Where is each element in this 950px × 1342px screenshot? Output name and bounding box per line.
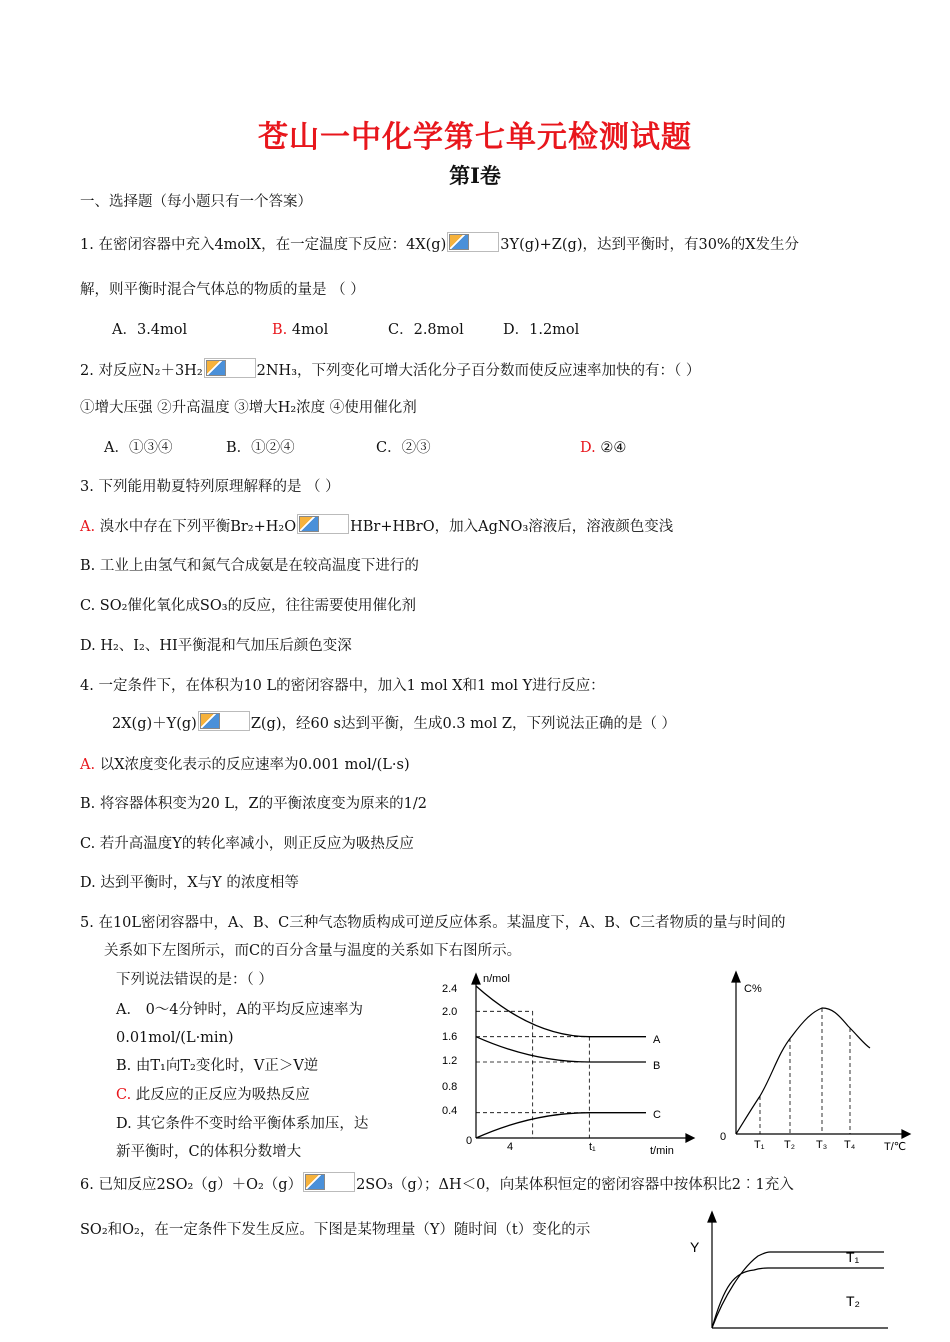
q3-option-d: D. H₂、I₂、HI平衡混和气加压后颜色变深	[80, 638, 352, 654]
q5-stem-2: 关系如下左图所示，而C的百分含量与温度的关系如下右图所示。	[104, 943, 522, 959]
q4-stem: 4. 一定条件下，在体积为10 L的密闭容器中，加入1 mol X和1 mol Y进行反应：	[80, 678, 605, 694]
q2-stem-a: 2. 对反应N₂＋3H₂	[80, 363, 203, 379]
answer-marker: D.	[580, 440, 596, 456]
q4-equation	[112, 711, 676, 734]
q2-stem-b: 2NH₃，下列变化可增大活化分子百分数而使反应速率加快的有：（ ）	[256, 363, 701, 379]
series-c-curve	[476, 1113, 646, 1138]
y-tick: 0	[466, 1135, 473, 1147]
page-title: 苍山一中化学第七单元检测试题	[258, 120, 692, 155]
y-tick: 1.6	[442, 1031, 458, 1043]
q1-option-c: C．2.8mol	[388, 322, 464, 338]
x-tick: t₁	[589, 1141, 596, 1153]
section-heading: 一、选择题（每小题只有一个答案）	[80, 194, 312, 210]
q4-eq-b: Z(g)，经60 s达到平衡，生成0.3 mol Z，下列说法正确的是（ ）	[250, 716, 677, 732]
x-tick: T₄	[844, 1139, 856, 1151]
y-tick: 2.0	[442, 1006, 458, 1018]
q3-option-a-text1: 溴水中存在下列平衡Br₂+H₂O	[99, 519, 297, 535]
q1-stem-b: 3Y(g)+Z(g)，达到平衡时，有30%的X发生分	[500, 237, 800, 253]
q3-option-b: B. 工业上由氢气和氮气合成氨是在较高温度下进行的	[80, 558, 419, 574]
q2-option-d-text: ②④	[600, 440, 627, 456]
q4-option-d: D. 达到平衡时，X与Y 的浓度相等	[80, 875, 299, 891]
q1-option-a: A．3.4mol	[112, 322, 188, 338]
series-label-c: C	[653, 1109, 661, 1121]
q1-stem-cont: 解，则平衡时混合气体总的物质的量是 （ ）	[80, 282, 365, 298]
t2-label: T₂	[846, 1293, 860, 1309]
q5-option-d-1: D. 其它条件不变时给平衡体系加压，达	[116, 1116, 369, 1132]
q1-option-b	[272, 320, 328, 340]
q2-option-b: B．①②④	[226, 440, 295, 456]
y-tick: 0.4	[442, 1105, 458, 1117]
q3-option-a	[80, 514, 673, 537]
q3-option-c: C. SO₂催化氧化成SO₃的反应，往往需要使用催化剂	[80, 598, 417, 614]
x-axis-label: T/℃	[884, 1141, 907, 1153]
q4-option-b: B. 将容器体积变为20 L，Z的平衡浓度变为原来的1/2	[80, 796, 427, 812]
q5-option-c	[116, 1085, 310, 1105]
q5-stem-1: 5. 在10L密闭容器中，A、B、C三种气态物质构成可逆反应体系。某温度下，A、B、C三者物质的量与时间的	[80, 915, 786, 931]
q4-option-a	[80, 755, 410, 775]
y-axis-label: C%	[744, 983, 762, 995]
q1-option-d: D．1.2mol	[503, 322, 580, 338]
equilibrium-arrow-icon	[204, 358, 256, 378]
q2-option-a: A．①③④	[104, 440, 173, 456]
y-axis-label: n/mol	[483, 973, 510, 985]
q6-stem-a: 6. 已知反应2SO₂（g）＋O₂（g）	[80, 1177, 303, 1193]
q4-eq-a: 2X(g)＋Y(g)	[112, 716, 197, 732]
x-axis-label: t/min	[650, 1145, 674, 1157]
series-a-curve	[476, 986, 646, 1037]
q1-option-b-text: 4mol	[291, 322, 329, 338]
q1-stem	[80, 232, 799, 255]
x-tick: T₃	[816, 1139, 828, 1151]
series-label-b: B	[653, 1060, 661, 1072]
percent-temperature-chart	[712, 968, 922, 1160]
y-arrow-icon	[472, 974, 480, 984]
answer-marker: B.	[272, 322, 288, 338]
q5-question: 下列说法错误的是：（ ）	[116, 972, 273, 988]
q6-stem	[80, 1172, 794, 1195]
y-time-chart	[684, 1210, 894, 1342]
q2-option-d	[580, 438, 626, 458]
page-subtitle: 第I卷	[449, 163, 501, 188]
y-tick: 2.4	[442, 983, 458, 995]
series-label-a: A	[653, 1034, 661, 1046]
q1-stem-a: 1. 在密闭容器中充入4molX，在一定温度下反应：4X(g)	[80, 237, 447, 253]
q4-option-a-text: 以X浓度变化表示的反应速率为0.001 mol/(L·s)	[99, 757, 410, 773]
x-tick: T₁	[754, 1139, 765, 1151]
q4-option-c: C. 若升高温度Y的转化率减小，则正反应为吸热反应	[80, 836, 414, 852]
series-b-curve	[476, 1037, 646, 1062]
q5-option-d-2: 新平衡时，C的体积分数增大	[116, 1144, 302, 1160]
x-arrow-icon	[902, 1130, 910, 1138]
y-axis-label: Y	[690, 1239, 700, 1255]
q3-stem: 3. 下列能用勒夏特列原理解释的是 （ ）	[80, 479, 340, 495]
equilibrium-arrow-icon	[198, 711, 250, 731]
q5-option-b: B. 由T₁向T₂变化时，V正＞V逆	[116, 1058, 319, 1074]
equilibrium-arrow-icon	[297, 514, 349, 534]
equilibrium-arrow-icon	[303, 1172, 355, 1192]
amount-time-chart	[436, 968, 706, 1160]
x-arrow-icon	[686, 1134, 694, 1142]
answer-marker: A.	[80, 757, 96, 773]
q5-option-a-2: 0.01mol/(L·min)	[116, 1030, 234, 1046]
q5-option-c-text: 此反应的正反应为吸热反应	[135, 1087, 310, 1103]
q5-option-a-1: A． 0～4分钟时，A的平均反应速率为	[116, 1002, 364, 1018]
y-arrow-icon	[732, 972, 740, 982]
answer-marker: A.	[80, 519, 96, 535]
x-tick: 4	[507, 1141, 514, 1153]
q3-option-a-text2: HBr+HBrO，加入AgNO₃溶液后，溶液颜色变浅	[350, 519, 674, 535]
t1-label: T₁	[846, 1249, 860, 1265]
x-tick: T₂	[784, 1139, 795, 1151]
y-arrow-icon	[708, 1212, 716, 1222]
answer-marker: C.	[116, 1087, 132, 1103]
y-tick: 0.8	[442, 1081, 458, 1093]
equilibrium-arrow-icon	[447, 232, 499, 252]
q6-stem-cont: SO₂和O₂，在一定条件下发生反应。下图是某物理量（Y）随时间（t）变化的示	[80, 1222, 591, 1238]
q2-conditions: ①增大压强 ②升高温度 ③增大H₂浓度 ④使用催化剂	[80, 400, 417, 416]
origin-label: 0	[720, 1131, 727, 1143]
q2-stem	[80, 358, 700, 381]
y-tick: 1.2	[442, 1055, 458, 1067]
q2-option-c: C．②③	[376, 440, 431, 456]
q6-stem-b: 2SO₃（g）；ΔH＜0，向某体积恒定的密闭容器中按体积比2︰1充入	[356, 1177, 794, 1193]
